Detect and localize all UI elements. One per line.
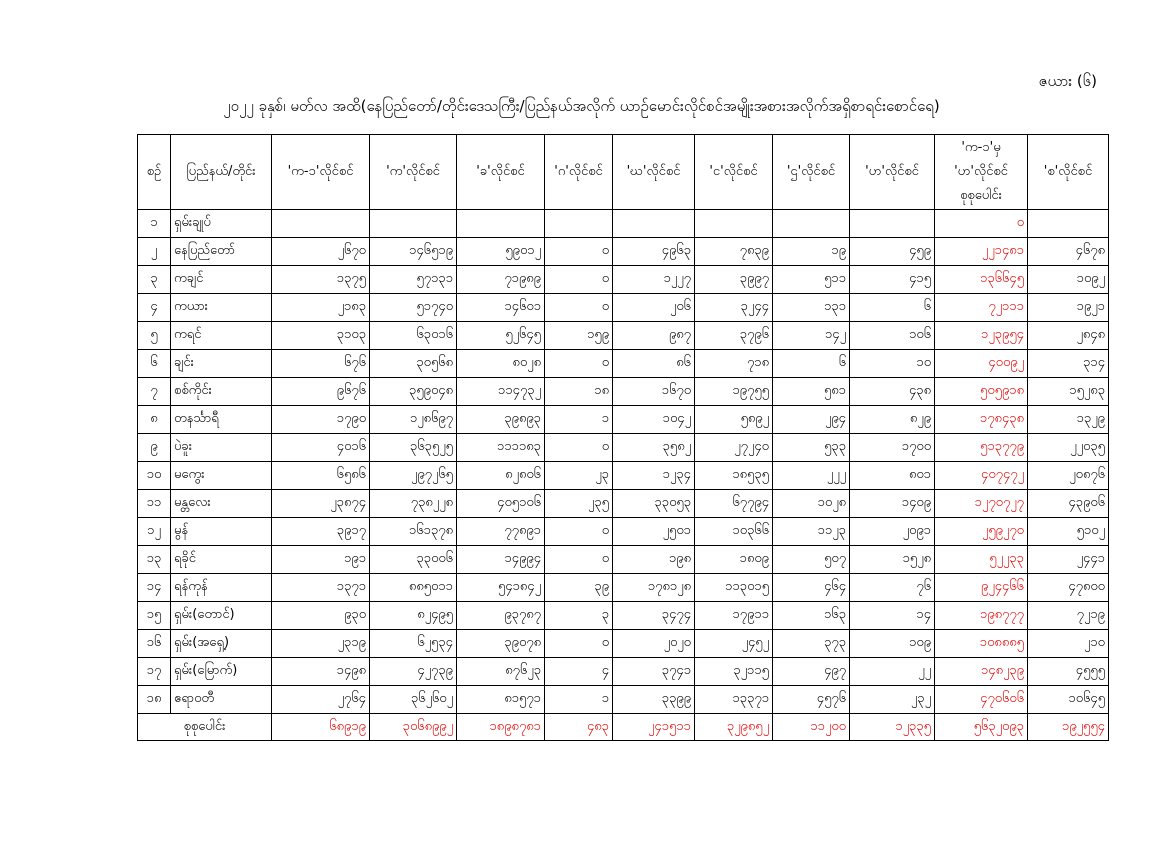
row-value: ၁၀၆ (850, 322, 935, 350)
row-sr: ၇ (138, 378, 171, 406)
row-value: ၁၉ (773, 238, 850, 266)
row-value: ၃၃၉၉ (613, 686, 695, 714)
row-total-value: ၁၄၈၂၃၉ (935, 658, 1028, 686)
row-value (773, 210, 850, 238)
row-value: ၂၂၀၃၅ (1028, 434, 1109, 462)
row-value: ၁၅၂၈ (850, 546, 935, 574)
row-value: ၃၄၇၄ (613, 602, 695, 630)
row-value: ၂၃ (545, 462, 613, 490)
row-value: ၀ (545, 266, 613, 294)
row-value: ၃၉၉၇ (695, 266, 773, 294)
row-value: ၁၀ (850, 350, 935, 378)
total-row (138, 714, 1109, 741)
row-region: ပဲခူး (171, 434, 272, 462)
table-row (138, 658, 1109, 686)
row-value: ၄၆၇၈ (1028, 238, 1109, 266)
row-value: ၁၁၂၃ (773, 518, 850, 546)
total-value: ၃၀၆၈၉၉၂ (370, 714, 457, 741)
total-value: ၁၁၂၀၀ (773, 714, 850, 741)
row-value (1028, 210, 1109, 238)
row-value: ၁၃၇၅ (272, 266, 370, 294)
header-total (935, 135, 1028, 210)
row-total-value: ၁၇၈၄၃၈ (935, 406, 1028, 434)
row-sr: ၁၂ (138, 518, 171, 546)
row-value: ၁၇၀၀ (850, 434, 935, 462)
row-value: ၅၂၆၄၅ (457, 322, 545, 350)
row-total-value: ၂၅၉၂၇၀ (935, 518, 1028, 546)
row-total-value: ၂၂၁၄၈၁ (935, 238, 1028, 266)
row-value: ၂၂၂ (773, 462, 850, 490)
row-value: ၈၂၄၉၅ (370, 602, 457, 630)
table-row (138, 630, 1109, 658)
row-value: ၇၁၉၈၉ (457, 266, 545, 294)
row-value: ၁၈ (545, 378, 613, 406)
row-value: ၂၁၀ (1028, 630, 1109, 658)
row-value: ၆၇၇၉၄ (695, 490, 773, 518)
row-value: ၂၄၄၁ (1028, 546, 1109, 574)
row-value: ၀ (545, 294, 613, 322)
row-value: ၃၅၈၂ (613, 434, 695, 462)
header-c5: 'ဃ'လိုင်စင် (613, 135, 695, 210)
row-region: စစ်ကိုင်း (171, 378, 272, 406)
row-region: ချင်း (171, 350, 272, 378)
row-region: ရှမ်း(မြောက်) (171, 658, 272, 686)
row-value: ၁၃၇၁ (272, 574, 370, 602)
row-sr: ၂ (138, 238, 171, 266)
row-value: ၁၃၂၉ (1028, 406, 1109, 434)
row-value: ၂၀၈၇၆ (1028, 462, 1109, 490)
row-value (695, 210, 773, 238)
row-region: ကရင် (171, 322, 272, 350)
row-value: ၅၃၃ (773, 434, 850, 462)
row-value: ၈၆ (613, 350, 695, 378)
row-value: ၂၇၂၄၀ (695, 434, 773, 462)
row-value: ၀ (545, 518, 613, 546)
row-value: ၄၅၅၅ (1028, 658, 1109, 686)
row-value: ၅၈၁ (773, 378, 850, 406)
row-value: ၁၉၇၅၅ (695, 378, 773, 406)
row-sr: ၁၃ (138, 546, 171, 574)
row-value: ၄၉၇ (773, 658, 850, 686)
row-total-value: ၄၀၇၄၇၂ (935, 462, 1028, 490)
page-title: ၂၀၂၂ ခုနှစ်၊ မတ်လ အထိ(နေပြည်တော်/တိုင်းဒေသကြီး/ပြည်နယ်အလိုက် ယာဉ်မောင်းလိုင်စင်အမျိုးအစားအလိုက်အရှိစာရင်းစောင်ရေ) (223, 97, 940, 115)
row-value: ၁၁၄၇၃၂ (457, 378, 545, 406)
row-value: ၃၃၀၅၃ (613, 490, 695, 518)
row-region: ကချင် (171, 266, 272, 294)
header-row (138, 135, 1109, 210)
row-value: ၄၅၉ (850, 238, 935, 266)
row-sr: ၄ (138, 294, 171, 322)
header-c4: 'ဂ'လိုင်စင် (545, 135, 613, 210)
row-value: ၁၇၉၁၁ (695, 602, 773, 630)
total-value: ၄၈၃ (545, 714, 613, 741)
row-value: ၁၀၃၆၆ (695, 518, 773, 546)
header-c7: 'ဌ'လိုင်စင် (773, 135, 850, 210)
row-total-value: ၁၉၈၇၇၇ (935, 602, 1028, 630)
row-value: ၀ (545, 630, 613, 658)
row-value: ၃၀၅၆၈ (370, 350, 457, 378)
row-value: ၁၄ (850, 602, 935, 630)
row-value: ၈၁၅၇၁ (457, 686, 545, 714)
table-row (138, 350, 1109, 378)
table-row (138, 238, 1109, 266)
row-total-value: ၁၀၈၈၈၅ (935, 630, 1028, 658)
row-value: ၇၇၈၉၁ (457, 518, 545, 546)
row-value: ၈၀၁ (850, 462, 935, 490)
row-value: ၄၃၈ (850, 378, 935, 406)
license-table (137, 134, 1109, 741)
row-sr: ၁၈ (138, 686, 171, 714)
row-value: ၁၂၂၇ (613, 266, 695, 294)
row-value: ၃၉၀၇၈ (457, 630, 545, 658)
row-value: ၁ (545, 686, 613, 714)
row-value: ၁၀၉၂ (1028, 266, 1109, 294)
row-region: ရန်ကုန် (171, 574, 272, 602)
row-value: ၇၆ (850, 574, 935, 602)
row-value: ၁၆၇၀ (613, 378, 695, 406)
row-value: ၃၂၄၄ (695, 294, 773, 322)
row-value: ၅၀၇ (773, 546, 850, 574)
row-value (545, 210, 613, 238)
row-value: ၅၁၀၂ (1028, 518, 1109, 546)
row-total-value: ၅၀၅၉၁၈ (935, 378, 1028, 406)
row-value: ၁၄၉၉၄ (457, 546, 545, 574)
row-value: ၇၈၃၉ (695, 238, 773, 266)
row-region: ရှမ်း(အရှေ့) (171, 630, 272, 658)
row-value: ၄၀၁၆ (272, 434, 370, 462)
table-row (138, 210, 1109, 238)
row-value: ၅၈၉၂ (695, 406, 773, 434)
row-value: ၃ (545, 602, 613, 630)
row-region: မကွေး (171, 462, 272, 490)
row-value: ၈၇၆၂၃ (457, 658, 545, 686)
row-value: ၁၀၄၂ (613, 406, 695, 434)
row-value: ၂၀၉၁ (850, 518, 935, 546)
row-region: ရှမ်းချုပ် (171, 210, 272, 238)
row-value: ၆၂၅၃၄ (370, 630, 457, 658)
row-value: ၃၇၉၆ (695, 322, 773, 350)
row-value: ၁၈၅၃၅ (695, 462, 773, 490)
row-region: ကယား (171, 294, 272, 322)
row-sr: ၁၇ (138, 658, 171, 686)
total-value: ၁၈၉၈၇၈၁ (457, 714, 545, 741)
total-value: ၁၉၂၅၅၄ (1028, 714, 1109, 741)
row-total-value: ၁၂၃၉၅၄ (935, 322, 1028, 350)
row-region: ရှမ်း(တောင်) (171, 602, 272, 630)
row-value: ၄၉၆၃ (613, 238, 695, 266)
row-value: ၄၁၅ (850, 266, 935, 294)
table-row (138, 266, 1109, 294)
row-value: ၃၃၀၀၆ (370, 546, 457, 574)
row-sr: ၃ (138, 266, 171, 294)
row-total-value: ၁၂၇၀၇၂၇ (935, 490, 1028, 518)
row-value: ၅၁၁ (773, 266, 850, 294)
row-value: ၃၇၃ (773, 630, 850, 658)
row-value: ၄၃၉၀၆ (1028, 490, 1109, 518)
row-value: ၈၂၉ (850, 406, 935, 434)
table-row (138, 546, 1109, 574)
row-value: ၁၂၈၆၉၇ (370, 406, 457, 434)
table-row (138, 406, 1109, 434)
row-value: ၂၈၄၈ (1028, 322, 1109, 350)
row-total-value: ၀ (935, 210, 1028, 238)
row-value: ၂၃၂ (850, 686, 935, 714)
row-value: ၃၉၈၉၃ (457, 406, 545, 434)
row-value: ၂၃၈၇၄ (272, 490, 370, 518)
row-value: ၁၀၂၈ (773, 490, 850, 518)
row-value: ၀ (545, 546, 613, 574)
row-total-value: ၅၁၃၇၇၉ (935, 434, 1028, 462)
row-sr: ၆ (138, 350, 171, 378)
row-value: ၂၁၈၃ (272, 294, 370, 322)
row-value: ၄၆၄ (773, 574, 850, 602)
row-total-value: ၅၂၂၃၃ (935, 546, 1028, 574)
row-value: ၃၇၄၁ (613, 658, 695, 686)
header-c8: 'ဟ'လိုင်စင် (850, 135, 935, 210)
table-row (138, 686, 1109, 714)
row-sr: ၈ (138, 406, 171, 434)
row-value: ၀ (545, 238, 613, 266)
row-sr: ၁၆ (138, 630, 171, 658)
row-value: ၃၁၄ (1028, 350, 1109, 378)
row-value: ၁ (545, 406, 613, 434)
header-region: ပြည်နယ်/တိုင်း (171, 135, 272, 210)
row-value: ၃၆၂၆၀၂ (370, 686, 457, 714)
row-value: ၁၉၂၁ (1028, 294, 1109, 322)
row-value: ၅၇၁၃၁ (370, 266, 457, 294)
row-value (457, 210, 545, 238)
row-value: ၃၅၉၀၄၈ (370, 378, 457, 406)
header-c2: 'က'လိုင်စင် (370, 135, 457, 210)
row-value: ၉၃၇၈၇ (457, 602, 545, 630)
row-value: ၀ (545, 434, 613, 462)
row-value: ၄၅၇၆ (773, 686, 850, 714)
row-value: ၂၀၂၀ (613, 630, 695, 658)
row-value: ၁၆၃ (773, 602, 850, 630)
row-value: ၄ (545, 658, 613, 686)
row-value: ၁၇၉၀ (272, 406, 370, 434)
total-value: ၆၈၉၁၉ (272, 714, 370, 741)
row-sr: ၁၅ (138, 602, 171, 630)
table-row (138, 434, 1109, 462)
table-row (138, 378, 1109, 406)
table-body (138, 210, 1109, 741)
row-value: ၁၄၉၈ (272, 658, 370, 686)
row-value: ၄၇၈၀၀ (1028, 574, 1109, 602)
total-value: ၁၂၃၃၅ (850, 714, 935, 741)
row-value: ၉၃၀ (272, 602, 370, 630)
row-value: ၈၈၅၀၁၁ (370, 574, 457, 602)
table-row (138, 602, 1109, 630)
row-value: ၁၀၆၄၅ (1028, 686, 1109, 714)
row-value: ၁၃၁ (773, 294, 850, 322)
row-total-value: ၉၂၄၄၆၆ (935, 574, 1028, 602)
row-value (850, 210, 935, 238)
row-value: ၅၉၀၁၂ (457, 238, 545, 266)
row-value: ၂၉၇၂၆၅ (370, 462, 457, 490)
row-value: ၆ (850, 294, 935, 322)
row-value: ၁၉၈ (613, 546, 695, 574)
table-row (138, 462, 1109, 490)
row-total-value: ၄၀၀၉၂ (935, 350, 1028, 378)
row-value: ၂၄၅၂ (695, 630, 773, 658)
row-value: ၈၂၈၀၆ (457, 462, 545, 490)
row-value: ၇၁၈ (695, 350, 773, 378)
row-value (370, 210, 457, 238)
row-sr: ၉ (138, 434, 171, 462)
row-value: ၄၂၇၃၉ (370, 658, 457, 686)
row-value: ၂၂ (850, 658, 935, 686)
header-c3: 'ခ'လိုင်စင် (457, 135, 545, 210)
table-row (138, 322, 1109, 350)
row-value: ၂၆၇၀ (272, 238, 370, 266)
row-value: ၁၂၃၄ (613, 462, 695, 490)
row-value: ၁၀၉ (850, 630, 935, 658)
row-sr: ၁၁ (138, 490, 171, 518)
row-value: ၅၁၇၄၀ (370, 294, 457, 322)
row-value: ၅၄၁၈၄၂ (457, 574, 545, 602)
row-value: ၁၅၉ (545, 322, 613, 350)
row-value: ၈၀၂၈ (457, 350, 545, 378)
row-value: ၆၃၀၁၆ (370, 322, 457, 350)
annex-label: ဇယား (၆) (1038, 72, 1097, 90)
row-value: ၃၂၁၁၅ (695, 658, 773, 686)
row-value: ၂၉၄ (773, 406, 850, 434)
row-value: ၄၀၅၁၀၆ (457, 490, 545, 518)
header-c1: 'က-၁'လိုင်စင် (272, 135, 370, 210)
row-value: ၉၈၇ (613, 322, 695, 350)
header-total-line3: စုစုပေါင်း (960, 188, 1002, 203)
row-value: ၁၇၈၁၂၈ (613, 574, 695, 602)
row-value: ၀ (545, 350, 613, 378)
row-value: ၃၉၁၇ (272, 518, 370, 546)
row-value: ၁၄၂ (773, 322, 850, 350)
row-value: ၇၃၈၂၂၈ (370, 490, 457, 518)
row-region: တနင်္သာရီ (171, 406, 272, 434)
row-region: မွန် (171, 518, 272, 546)
row-value: ၆၅၈၆ (272, 462, 370, 490)
row-value: ၁၁၁၁၈၃ (457, 434, 545, 462)
row-value: ၆ (773, 350, 850, 378)
row-value: ၃၆၃၅၂၅ (370, 434, 457, 462)
row-sr: ၁၄ (138, 574, 171, 602)
row-sr: ၅ (138, 322, 171, 350)
table-row (138, 294, 1109, 322)
header-c10: 'စ'လိုင်စင် (1028, 135, 1109, 210)
row-sr: ၁၀ (138, 462, 171, 490)
row-value: ၃၉ (545, 574, 613, 602)
row-total-value: ၁၃၆၆၄၅ (935, 266, 1028, 294)
row-value: ၁၅၂၈၃ (1028, 378, 1109, 406)
row-value: ၁၄၆၅၁၉ (370, 238, 457, 266)
header-total-line2: 'ဟ'လိုင်စင် (954, 164, 1008, 179)
row-value: ၂၀၆ (613, 294, 695, 322)
row-total-value: ၄၇၀၆၀၆ (935, 686, 1028, 714)
row-value: ၆၇၆ (272, 350, 370, 378)
total-value: ၃၂၉၈၅၂ (695, 714, 773, 741)
row-value: ၁၃၃၇၁ (695, 686, 773, 714)
total-label: စုစုပေါင်း (138, 714, 272, 741)
row-sr: ၁ (138, 210, 171, 238)
row-value (613, 210, 695, 238)
row-region: ရခိုင် (171, 546, 272, 574)
row-region: ဧရာဝတီ (171, 686, 272, 714)
row-value: ၇၂၁၉ (1028, 602, 1109, 630)
table-row (138, 518, 1109, 546)
row-region: နေပြည်တော် (171, 238, 272, 266)
row-value: ၉၆၇၆ (272, 378, 370, 406)
row-value: ၂၃၅ (545, 490, 613, 518)
table-row (138, 490, 1109, 518)
row-value: ၁၉၁ (272, 546, 370, 574)
row-value: ၁၁၃၀၁၅ (695, 574, 773, 602)
total-value: ၂၄၁၅၁၁ (613, 714, 695, 741)
table-row (138, 574, 1109, 602)
row-value: ၁၄၆၀၁ (457, 294, 545, 322)
row-value: ၂၅၀၁ (613, 518, 695, 546)
row-value (272, 210, 370, 238)
row-value: ၁၄၀၉ (850, 490, 935, 518)
total-value: ၅၆၃၂၀၉၃ (935, 714, 1028, 741)
row-value: ၂၇၆၄ (272, 686, 370, 714)
row-value: ၃၁၀၃ (272, 322, 370, 350)
header-sr: စဉ် (138, 135, 171, 210)
row-total-value: ၇၂၁၁၁ (935, 294, 1028, 322)
header-total-line1: 'က-၁'မှ (961, 140, 1001, 155)
header-c6: 'င'လိုင်စင် (695, 135, 773, 210)
row-region: မန္တလေး (171, 490, 272, 518)
row-value: ၁၈၀၉ (695, 546, 773, 574)
row-value: ၂၃၁၉ (272, 630, 370, 658)
row-value: ၁၆၁၃၇၈ (370, 518, 457, 546)
